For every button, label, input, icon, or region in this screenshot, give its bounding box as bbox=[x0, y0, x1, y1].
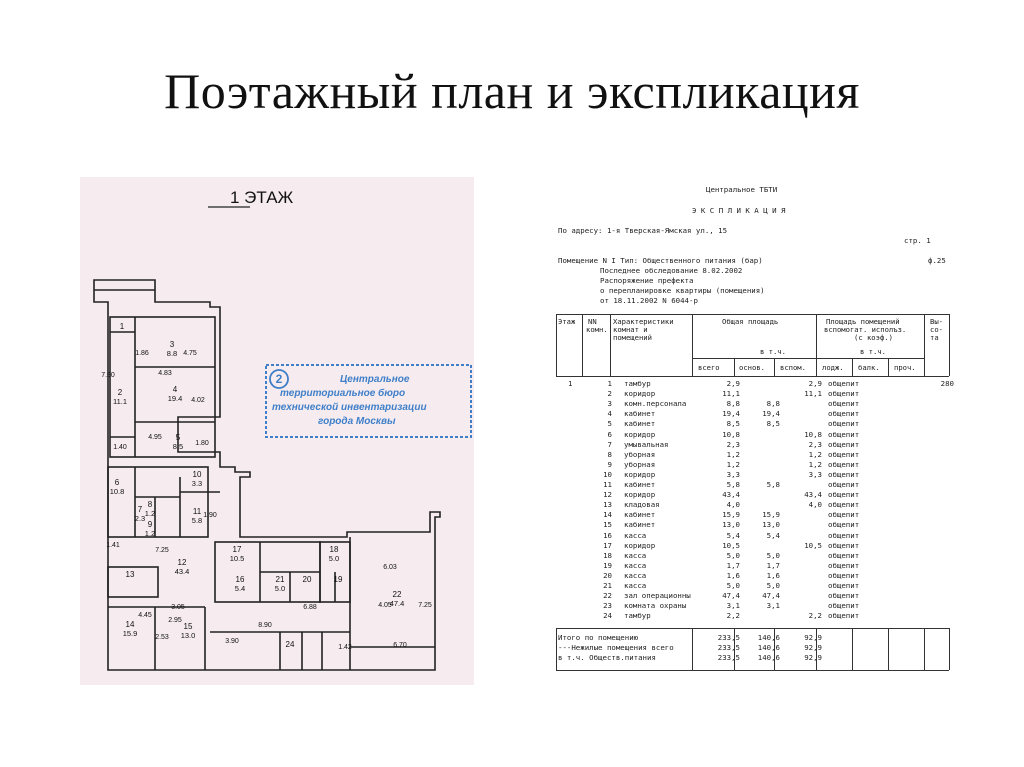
cell-use: общепит bbox=[828, 469, 860, 479]
doc-org: Центральное ТБТИ bbox=[706, 185, 778, 194]
doc-form: ф.25 bbox=[928, 256, 946, 265]
doc-survey: Последнее обследование 8.02.2002 bbox=[600, 266, 743, 275]
cell-use: общепит bbox=[828, 591, 860, 601]
cell-desc: коридор bbox=[624, 429, 656, 439]
table-row bbox=[556, 510, 949, 520]
dimension-label: 4.05 bbox=[378, 602, 392, 609]
cell-all: 11,1 bbox=[722, 389, 740, 399]
cell-desc: коридор bbox=[624, 469, 656, 479]
dimension-label: 8.90 bbox=[258, 622, 272, 629]
cell-desc: уборная bbox=[624, 449, 656, 459]
cell-desc: коридор bbox=[624, 389, 656, 399]
cell-use: общепит bbox=[828, 409, 860, 419]
cell-main: 1,7 bbox=[766, 560, 780, 570]
cell-n: 4 bbox=[607, 409, 612, 419]
table-row bbox=[556, 561, 949, 571]
cell-main: 5,8 bbox=[766, 480, 780, 489]
totals-all: 233,5 bbox=[717, 643, 740, 652]
room-number: 24 bbox=[285, 640, 295, 649]
cell-aux: 10,5 bbox=[804, 540, 822, 550]
hdr-loggia: лодж. bbox=[822, 363, 844, 372]
doc-title: Э К С П Л И К А Ц И Я bbox=[692, 206, 786, 215]
table-row bbox=[556, 520, 949, 530]
room-area: 8.5 bbox=[172, 442, 184, 451]
cell-n: 13 bbox=[603, 500, 612, 510]
hdr-desc-3: помещений bbox=[613, 333, 652, 342]
cell-desc: тамбур bbox=[624, 611, 651, 621]
table-row bbox=[556, 591, 949, 601]
hdr-balcony: балк. bbox=[858, 363, 880, 372]
cell-main: 5,0 bbox=[766, 581, 780, 590]
cell-n: 2 bbox=[607, 389, 612, 399]
doc-order-1: Распоряжение префекта bbox=[600, 276, 694, 285]
room-number: 5 bbox=[175, 433, 181, 442]
hdr-num-2: комн. bbox=[586, 325, 608, 334]
room-area: 2.3 bbox=[134, 514, 146, 523]
floor-plan bbox=[80, 177, 474, 685]
cell-n: 11 bbox=[603, 480, 612, 489]
cell-n: 14 bbox=[603, 510, 612, 520]
hdr-incl: в т.ч. bbox=[760, 347, 786, 356]
cell-n: 7 bbox=[607, 439, 612, 449]
room-area: 47.4 bbox=[389, 599, 405, 608]
totals-label: в т.ч. Обществ.питания bbox=[558, 653, 656, 662]
dimension-label: 4.95 bbox=[148, 434, 162, 441]
cell-main: 3,1 bbox=[766, 601, 780, 611]
cell-desc: умывальная bbox=[624, 439, 669, 449]
room-area: 43.4 bbox=[174, 567, 190, 576]
cell-use: общепит bbox=[828, 581, 860, 590]
cell-all: 5,4 bbox=[726, 530, 740, 540]
cell-all: 2,3 bbox=[726, 439, 740, 449]
cell-all: 1,6 bbox=[726, 570, 740, 580]
table-row bbox=[556, 571, 949, 581]
room-number: 14 bbox=[125, 620, 135, 629]
hdr-desc-2: комнат и bbox=[613, 325, 648, 334]
cell-all: 5,0 bbox=[726, 581, 740, 590]
totals-main: 140,6 bbox=[757, 633, 780, 642]
hdr-incl-2: в т.ч. bbox=[860, 347, 886, 356]
dimension-label: 1.40 bbox=[113, 444, 127, 451]
cell-aux: 1,2 bbox=[808, 449, 822, 459]
cell-desc: кабинет bbox=[624, 480, 656, 489]
cell-desc: кабинет bbox=[624, 520, 656, 530]
hdr-nonres-1: Площадь помещений bbox=[826, 317, 900, 326]
cell-floor: 1 bbox=[568, 379, 573, 388]
cell-desc: коридор bbox=[624, 490, 656, 500]
cell-main: 19,4 bbox=[762, 409, 780, 419]
hdr-main: основ. bbox=[739, 363, 765, 372]
cell-all: 2,9 bbox=[726, 379, 740, 388]
room-labels bbox=[110, 322, 405, 649]
totals-row bbox=[556, 643, 949, 653]
doc-premises: Помещение N I Тип: Общественного питания (бар) bbox=[558, 256, 763, 265]
table-row bbox=[556, 531, 949, 541]
cell-all: 1,2 bbox=[726, 449, 740, 459]
slide-title: Поэтажный план и экспликация bbox=[164, 63, 860, 119]
hdr-all: всего bbox=[698, 363, 720, 372]
hdr-total-area: Общая площадь bbox=[722, 317, 779, 326]
cell-all: 1,2 bbox=[726, 459, 740, 469]
room-number: 9 bbox=[147, 520, 153, 529]
cell-main: 47,4 bbox=[762, 591, 780, 601]
cell-main: 15,9 bbox=[762, 510, 780, 520]
cell-use: общепит bbox=[828, 379, 860, 388]
cell-desc: касса bbox=[624, 581, 647, 590]
cell-aux: 2,9 bbox=[808, 379, 822, 388]
floor-plan-drawing bbox=[80, 177, 474, 685]
cell-n: 22 bbox=[603, 591, 612, 601]
room-number: 21 bbox=[275, 575, 285, 584]
hdr-floor: Этаж bbox=[558, 317, 576, 326]
table-row bbox=[556, 440, 949, 450]
cell-all: 13,0 bbox=[722, 520, 740, 530]
cell-use: общепит bbox=[828, 510, 860, 520]
totals-all: 233,5 bbox=[717, 633, 740, 642]
cell-main: 5,4 bbox=[766, 530, 780, 540]
room-number: 16 bbox=[235, 575, 245, 584]
cell-use: общепит bbox=[828, 389, 860, 399]
totals-label: Итого по помещению bbox=[558, 633, 639, 642]
cell-desc: коридор bbox=[624, 540, 656, 550]
hdr-nonres-3: (с коэф.) bbox=[854, 333, 893, 342]
cell-n: 23 bbox=[603, 601, 612, 611]
cell-use: общепит bbox=[828, 429, 860, 439]
totals-main: 140,6 bbox=[757, 653, 780, 662]
cell-all: 3,1 bbox=[726, 601, 740, 611]
table-row bbox=[556, 551, 949, 561]
totals-aux: 92,9 bbox=[804, 653, 822, 662]
room-number: 20 bbox=[302, 575, 312, 584]
dimension-label: 1.41 bbox=[106, 542, 120, 549]
floor-label: 1 ЭТАЖ bbox=[230, 188, 294, 207]
cell-all: 19,4 bbox=[722, 409, 740, 419]
room-area: 5.4 bbox=[234, 584, 246, 593]
cell-n: 8 bbox=[607, 449, 612, 459]
dimension-label: 1.86 bbox=[135, 350, 149, 357]
table-row bbox=[556, 601, 949, 611]
room-area: 5.0 bbox=[274, 584, 286, 593]
dimension-label: 3.90 bbox=[225, 638, 239, 645]
table-row bbox=[556, 389, 949, 399]
totals-all: 233,5 bbox=[717, 653, 740, 662]
cell-h: 280 bbox=[940, 379, 954, 388]
cell-desc: касса bbox=[624, 550, 647, 560]
bti-stamp bbox=[266, 365, 471, 437]
cell-aux: 4,0 bbox=[808, 500, 822, 510]
dimension-label: 6.03 bbox=[383, 564, 397, 571]
table-row bbox=[556, 541, 949, 551]
totals-row bbox=[556, 633, 949, 643]
dimension-label: 6.70 bbox=[393, 642, 407, 649]
cell-n: 5 bbox=[607, 419, 612, 429]
cell-all: 15,9 bbox=[722, 510, 740, 520]
cell-desc: кабинет bbox=[624, 419, 656, 429]
cell-use: общепит bbox=[828, 439, 860, 449]
cell-all: 10,5 bbox=[722, 540, 740, 550]
room-area: 13.0 bbox=[180, 631, 196, 640]
cell-use: общепит bbox=[828, 480, 860, 489]
cell-use: общепит bbox=[828, 520, 860, 530]
cell-n: 10 bbox=[603, 469, 612, 479]
cell-main: 5,0 bbox=[766, 550, 780, 560]
cell-n: 15 bbox=[603, 520, 612, 530]
table-row bbox=[556, 399, 949, 409]
room-area: 1.2 bbox=[144, 529, 156, 538]
cell-use: общепит bbox=[828, 560, 860, 570]
svg-text:2: 2 bbox=[275, 372, 283, 386]
cell-all: 2,2 bbox=[726, 611, 740, 621]
doc-page: стр. 1 bbox=[904, 236, 931, 245]
cell-all: 5,0 bbox=[726, 550, 740, 560]
cell-n: 21 bbox=[603, 581, 612, 590]
room-number: 7 bbox=[137, 505, 143, 514]
cell-use: общепит bbox=[828, 399, 860, 409]
cell-main: 1,6 bbox=[766, 570, 780, 580]
cell-use: общепит bbox=[828, 459, 860, 469]
table-row bbox=[556, 409, 949, 419]
cell-all: 8,8 bbox=[726, 399, 740, 409]
svg-text:города Москвы: города Москвы bbox=[318, 416, 396, 427]
cell-aux: 2,3 bbox=[808, 439, 822, 449]
hdr-height-1: Вы- bbox=[930, 317, 943, 326]
room-number: 4 bbox=[172, 385, 178, 394]
hdr-height-3: та bbox=[930, 333, 939, 342]
hdr-num-1: NN bbox=[588, 317, 597, 326]
table-row bbox=[556, 581, 949, 591]
room-number: 1 bbox=[119, 322, 125, 331]
table-row bbox=[556, 500, 949, 510]
cell-aux: 1,2 bbox=[808, 459, 822, 469]
cell-n: 18 bbox=[603, 550, 612, 560]
cell-desc: кабинет bbox=[624, 510, 656, 520]
totals-label: ---Нежилые помещения всего bbox=[558, 643, 674, 652]
cell-main: 8,5 bbox=[766, 419, 780, 429]
cell-desc: касса bbox=[624, 560, 647, 570]
totals-main: 140,6 bbox=[757, 643, 780, 652]
room-number: 15 bbox=[183, 622, 193, 631]
cell-n: 20 bbox=[603, 570, 612, 580]
cell-aux: 3,3 bbox=[808, 469, 822, 479]
cell-all: 43,4 bbox=[722, 490, 740, 500]
cell-all: 10,8 bbox=[722, 429, 740, 439]
cell-all: 4,0 bbox=[726, 500, 740, 510]
hdr-nonres-2: вспомогат. исполъз. bbox=[824, 325, 907, 334]
svg-text:Центральное: Центральное bbox=[340, 374, 410, 385]
cell-aux: 43,4 bbox=[804, 490, 822, 500]
table-row bbox=[556, 379, 954, 389]
hdr-aux: вспом. bbox=[780, 363, 806, 372]
cell-all: 8,5 bbox=[726, 419, 740, 429]
room-area: 15.9 bbox=[122, 629, 138, 638]
cell-n: 19 bbox=[603, 560, 612, 570]
dimension-label: 6.88 bbox=[303, 604, 317, 611]
hdr-other: проч. bbox=[894, 363, 916, 372]
room-number: 13 bbox=[125, 570, 135, 579]
cell-use: общепит bbox=[828, 530, 860, 540]
doc-order-2: о перепланировке квартиры (помещения) bbox=[600, 286, 765, 295]
cell-aux: 10,8 bbox=[804, 429, 822, 439]
room-number: 3 bbox=[169, 340, 175, 349]
cell-main: 13,0 bbox=[762, 520, 780, 530]
cell-n: 12 bbox=[603, 490, 612, 500]
dimension-label: 2.53 bbox=[155, 634, 169, 641]
room-number: 17 bbox=[232, 545, 242, 554]
room-area: 1.2 bbox=[144, 509, 156, 518]
dimension-label: 7.25 bbox=[418, 602, 432, 609]
cell-all: 1,7 bbox=[726, 560, 740, 570]
cell-use: общепит bbox=[828, 419, 860, 429]
table-row bbox=[556, 460, 949, 470]
doc-order-3: от 18.11.2002 N 6044-р bbox=[600, 296, 698, 305]
room-number: 2 bbox=[117, 388, 123, 397]
room-area: 11.1 bbox=[112, 397, 128, 406]
dimension-label: 4.02 bbox=[191, 397, 205, 404]
cell-n: 24 bbox=[603, 611, 612, 621]
cell-aux: 11,1 bbox=[804, 389, 822, 399]
cell-n: 17 bbox=[603, 540, 612, 550]
room-number: 19 bbox=[333, 575, 343, 584]
table-row bbox=[556, 450, 949, 460]
room-area: 5.8 bbox=[191, 516, 203, 525]
table-row bbox=[556, 430, 949, 440]
room-area: 8.8 bbox=[166, 349, 178, 358]
dimension-label: 7.25 bbox=[155, 547, 169, 554]
cell-all: 3,3 bbox=[726, 469, 740, 479]
dimension-label: 1.90 bbox=[203, 512, 217, 519]
cell-desc: тамбур bbox=[624, 379, 651, 388]
cell-all: 47,4 bbox=[722, 591, 740, 601]
dimension-label: 4.75 bbox=[183, 350, 197, 357]
cell-desc: касса bbox=[624, 570, 647, 580]
table-row bbox=[556, 480, 949, 490]
room-number: 8 bbox=[147, 500, 153, 509]
dimension-label: 7.90 bbox=[101, 372, 115, 379]
room-area: 19.4 bbox=[167, 394, 183, 403]
cell-desc: кладовая bbox=[624, 500, 660, 510]
cell-desc: комната охраны bbox=[624, 601, 687, 611]
cell-desc: уборная bbox=[624, 459, 656, 469]
cell-desc: комн.персонала bbox=[624, 399, 687, 409]
dimension-label: 3.05 bbox=[171, 604, 185, 611]
cell-use: общепит bbox=[828, 500, 860, 510]
dimension-label: 4.83 bbox=[158, 370, 172, 377]
cell-all: 5,8 bbox=[726, 480, 740, 489]
room-area: 10.5 bbox=[229, 554, 245, 563]
hdr-height-2: со- bbox=[930, 325, 943, 334]
room-number: 6 bbox=[114, 478, 120, 487]
doc-address: По адресу: 1-я Тверская-Ямская ул., 15 bbox=[558, 226, 728, 235]
cell-use: общепит bbox=[828, 490, 860, 500]
table-row bbox=[556, 419, 949, 429]
cell-use: общепит bbox=[828, 570, 860, 580]
explication-document bbox=[546, 180, 956, 680]
svg-text:технической инвентаризации: технической инвентаризации bbox=[272, 402, 427, 413]
table-row bbox=[556, 611, 949, 621]
cell-n: 6 bbox=[607, 429, 612, 439]
cell-desc: касса bbox=[624, 530, 647, 540]
totals-row bbox=[556, 653, 949, 663]
room-number: 22 bbox=[392, 590, 402, 599]
table-row bbox=[556, 470, 949, 480]
cell-aux: 2,2 bbox=[808, 611, 822, 621]
cell-use: общепит bbox=[828, 449, 860, 459]
cell-use: общепит bbox=[828, 550, 860, 560]
room-area: 5.0 bbox=[328, 554, 340, 563]
room-number: 12 bbox=[177, 558, 187, 567]
dimension-label: 4.45 bbox=[138, 612, 152, 619]
table-row bbox=[556, 490, 949, 500]
dimension-label: 1.80 bbox=[195, 440, 209, 447]
hdr-desc-1: Характеристики bbox=[613, 317, 674, 326]
room-area: 10.8 bbox=[109, 487, 125, 496]
cell-desc: зал операционны bbox=[624, 591, 691, 601]
cell-n: 9 bbox=[607, 459, 612, 469]
room-number: 18 bbox=[329, 545, 339, 554]
cell-use: общепит bbox=[828, 601, 860, 611]
cell-n: 3 bbox=[607, 399, 612, 409]
cell-main: 8,8 bbox=[766, 399, 780, 409]
svg-text:территориальное бюро: территориальное бюро bbox=[280, 388, 406, 399]
totals-aux: 92,9 bbox=[804, 633, 822, 642]
cell-use: общепит bbox=[828, 611, 860, 621]
cell-n: 1 bbox=[607, 379, 612, 388]
room-number: 11 bbox=[192, 507, 202, 516]
dimension-label: 2.95 bbox=[168, 617, 182, 624]
cell-desc: кабинет bbox=[624, 409, 656, 419]
totals-aux: 92,9 bbox=[804, 643, 822, 652]
room-area: 3.3 bbox=[191, 479, 203, 488]
room-number: 10 bbox=[192, 470, 202, 479]
cell-n: 16 bbox=[603, 530, 612, 540]
cell-use: общепит bbox=[828, 540, 860, 550]
dimension-label: 1.42 bbox=[338, 644, 352, 651]
